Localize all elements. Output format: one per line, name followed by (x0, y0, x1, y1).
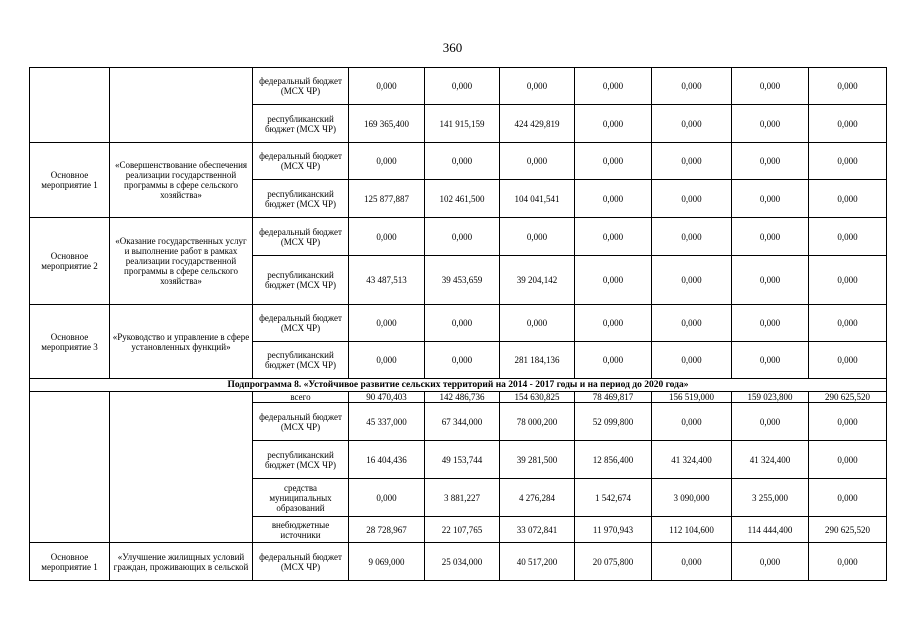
value-cell: 0,000 (349, 68, 425, 105)
value-cell: 114 444,400 (732, 517, 809, 543)
value-cell: 424 429,819 (500, 105, 575, 143)
value-cell: 25 034,000 (425, 543, 500, 581)
value-cell: 0,000 (425, 305, 500, 342)
value-cell: 0,000 (809, 543, 887, 581)
funding-source: республиканский бюджет (МСХ ЧР) (253, 105, 349, 143)
table-row (30, 305, 887, 342)
value-cell: 0,000 (652, 305, 732, 342)
value-cell: 45 337,000 (349, 403, 425, 441)
value-cell: 49 153,744 (425, 441, 500, 479)
value-cell: 0,000 (809, 479, 887, 517)
table-row (30, 392, 887, 403)
measure-kind-cell (30, 392, 110, 543)
measure-title: «Оказание государственных услуг и выполнение работ в рамках реализации государственной программы в сфере сельского хозяйства» (110, 218, 253, 305)
value-cell: 0,000 (652, 218, 732, 256)
value-cell: 0,000 (732, 105, 809, 143)
measure-title: «Совершенствование обеспечения реализации государственной программы в сфере сельского хозяйства» (110, 143, 253, 218)
measure-kind-cell (30, 68, 110, 143)
value-cell: 0,000 (809, 143, 887, 180)
budget-table (29, 67, 887, 581)
value-cell: 0,000 (575, 256, 652, 305)
value-cell: 0,000 (500, 305, 575, 342)
measure-kind: Основное мероприятие 1 (30, 143, 110, 218)
measure-kind: Основное мероприятие 3 (30, 305, 110, 379)
measure-title: «Улучшение жилищных условий граждан, проживающих в сельской (110, 543, 253, 581)
value-cell: 0,000 (732, 143, 809, 180)
value-cell: 0,000 (652, 68, 732, 105)
value-cell: 0,000 (732, 403, 809, 441)
value-cell: 0,000 (652, 256, 732, 305)
table-row (30, 218, 887, 256)
value-cell: 0,000 (575, 105, 652, 143)
value-cell: 154 630,825 (500, 392, 575, 403)
value-cell: 0,000 (652, 403, 732, 441)
value-cell: 0,000 (349, 143, 425, 180)
subprogram-header: Подпрограмма 8. «Устойчивое развитие сельских территорий на 2014 - 2017 годы и на период до 2020 года» (30, 379, 887, 392)
value-cell: 0,000 (575, 143, 652, 180)
funding-source: внебюджетные источники (253, 517, 349, 543)
value-cell: 0,000 (809, 441, 887, 479)
value-cell: 0,000 (809, 342, 887, 379)
value-cell: 41 324,400 (652, 441, 732, 479)
value-cell: 0,000 (732, 180, 809, 218)
value-cell: 9 069,000 (349, 543, 425, 581)
value-cell: 43 487,513 (349, 256, 425, 305)
value-cell: 0,000 (732, 218, 809, 256)
value-cell: 0,000 (425, 143, 500, 180)
value-cell: 0,000 (425, 218, 500, 256)
funding-source: республиканский бюджет (МСХ ЧР) (253, 180, 349, 218)
table-row (30, 543, 887, 581)
funding-source: средства муниципальных образований (253, 479, 349, 517)
value-cell: 78 000,200 (500, 403, 575, 441)
measure-title-cell (110, 392, 253, 543)
funding-source: республиканский бюджет (МСХ ЧР) (253, 256, 349, 305)
value-cell: 1 542,674 (575, 479, 652, 517)
value-cell: 4 276,284 (500, 479, 575, 517)
measure-title: «Руководство и управление в сфере установленных функций» (110, 305, 253, 379)
value-cell: 39 281,500 (500, 441, 575, 479)
value-cell: 290 625,520 (809, 517, 887, 543)
page-number: 360 (442, 40, 463, 55)
value-cell: 67 344,000 (425, 403, 500, 441)
value-cell: 22 107,765 (425, 517, 500, 543)
funding-source: всего (253, 392, 349, 403)
table-row (30, 143, 887, 180)
value-cell: 20 075,800 (575, 543, 652, 581)
value-cell: 0,000 (575, 342, 652, 379)
measure-title-cell (110, 68, 253, 143)
value-cell: 0,000 (732, 68, 809, 105)
value-cell: 52 099,800 (575, 403, 652, 441)
value-cell: 0,000 (575, 218, 652, 256)
value-cell: 33 072,841 (500, 517, 575, 543)
value-cell: 16 404,436 (349, 441, 425, 479)
value-cell: 0,000 (652, 143, 732, 180)
value-cell: 112 104,600 (652, 517, 732, 543)
funding-source: федеральный бюджет (МСХ ЧР) (253, 68, 349, 105)
value-cell: 125 877,887 (349, 180, 425, 218)
value-cell: 78 469,817 (575, 392, 652, 403)
measure-kind: Основное мероприятие 1 (30, 543, 110, 581)
value-cell: 281 184,136 (500, 342, 575, 379)
value-cell: 3 255,000 (732, 479, 809, 517)
value-cell: 104 041,541 (500, 180, 575, 218)
value-cell: 0,000 (732, 256, 809, 305)
funding-source: республиканский бюджет (МСХ ЧР) (253, 342, 349, 379)
value-cell: 169 365,400 (349, 105, 425, 143)
value-cell: 0,000 (349, 305, 425, 342)
value-cell: 0,000 (425, 342, 500, 379)
value-cell: 142 486,736 (425, 392, 500, 403)
value-cell: 0,000 (349, 342, 425, 379)
value-cell: 0,000 (809, 256, 887, 305)
measure-kind: Основное мероприятие 2 (30, 218, 110, 305)
value-cell: 0,000 (425, 68, 500, 105)
value-cell: 0,000 (732, 342, 809, 379)
value-cell: 0,000 (575, 180, 652, 218)
value-cell: 28 728,967 (349, 517, 425, 543)
value-cell: 0,000 (652, 543, 732, 581)
value-cell: 0,000 (809, 218, 887, 256)
value-cell: 0,000 (500, 218, 575, 256)
value-cell: 40 517,200 (500, 543, 575, 581)
funding-source: федеральный бюджет (МСХ ЧР) (253, 143, 349, 180)
value-cell: 0,000 (809, 105, 887, 143)
value-cell: 3 090,000 (652, 479, 732, 517)
value-cell: 39 453,659 (425, 256, 500, 305)
value-cell: 11 970,943 (575, 517, 652, 543)
value-cell: 0,000 (809, 180, 887, 218)
value-cell: 159 023,800 (732, 392, 809, 403)
value-cell: 102 461,500 (425, 180, 500, 218)
value-cell: 90 470,403 (349, 392, 425, 403)
value-cell: 0,000 (809, 305, 887, 342)
value-cell: 41 324,400 (732, 441, 809, 479)
funding-source: федеральный бюджет (МСХ ЧР) (253, 218, 349, 256)
value-cell: 0,000 (732, 543, 809, 581)
value-cell: 141 915,159 (425, 105, 500, 143)
value-cell: 0,000 (809, 403, 887, 441)
funding-source: федеральный бюджет (МСХ ЧР) (253, 403, 349, 441)
funding-source: федеральный бюджет (МСХ ЧР) (253, 305, 349, 342)
value-cell: 0,000 (652, 105, 732, 143)
value-cell: 156 519,000 (652, 392, 732, 403)
value-cell: 0,000 (809, 68, 887, 105)
value-cell: 39 204,142 (500, 256, 575, 305)
funding-source: республиканский бюджет (МСХ ЧР) (253, 441, 349, 479)
value-cell: 0,000 (652, 342, 732, 379)
funding-source: федеральный бюджет (МСХ ЧР) (253, 543, 349, 581)
value-cell: 0,000 (500, 143, 575, 180)
table-row (30, 379, 887, 392)
value-cell: 0,000 (349, 218, 425, 256)
value-cell: 290 625,520 (809, 392, 887, 403)
value-cell: 0,000 (575, 305, 652, 342)
value-cell: 0,000 (732, 305, 809, 342)
value-cell: 0,000 (575, 68, 652, 105)
value-cell: 0,000 (652, 180, 732, 218)
value-cell: 0,000 (349, 479, 425, 517)
value-cell: 3 881,227 (425, 479, 500, 517)
value-cell: 12 856,400 (575, 441, 652, 479)
value-cell: 0,000 (500, 68, 575, 105)
table-row (30, 68, 887, 105)
